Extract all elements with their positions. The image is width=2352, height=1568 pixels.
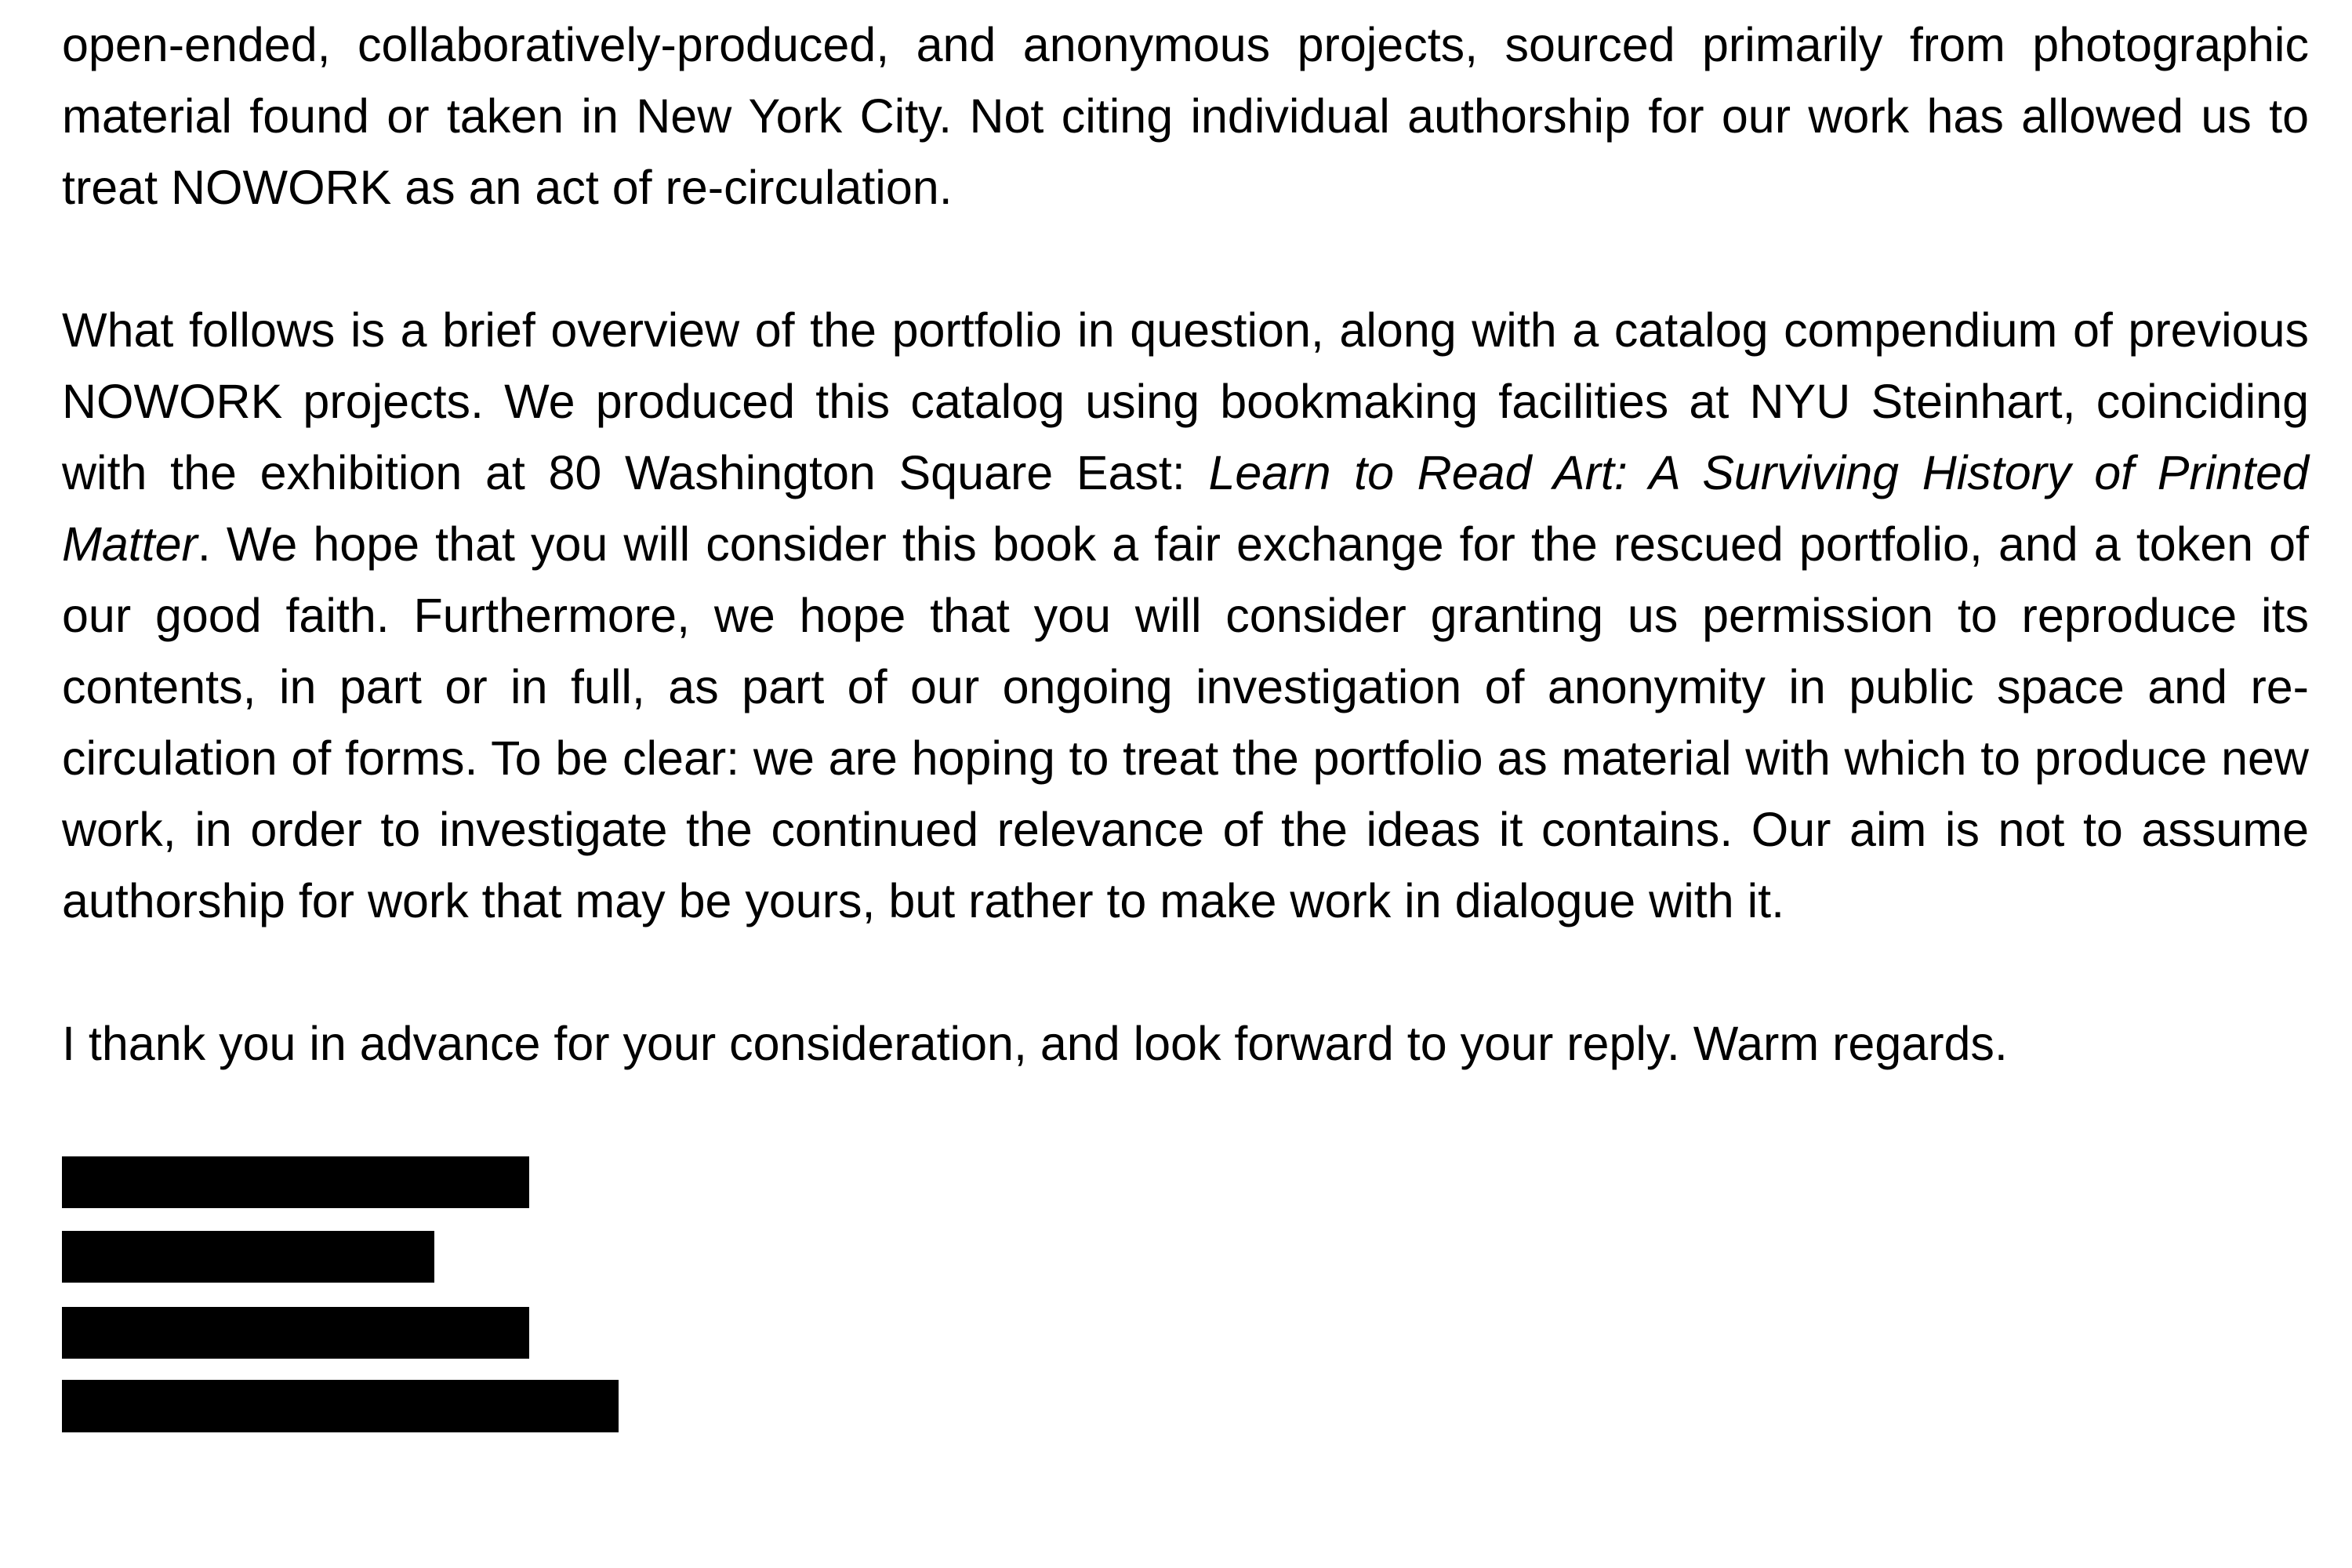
redaction-bar [62,1380,619,1432]
redaction-bar [62,1156,529,1208]
paragraph-overview [62,295,2309,937]
redaction-bar [62,1231,434,1283]
paragraph-overview-text-b: . We hope that you will consider this book a fair exchange for the rescued portfolio, and a token of our good faith. Furthermore, we hope that you will consider granting us permission to reproduce its contents, in part or in full, as part of our ongoing investigation of anonymity in public space and re-circulation of forms. To be clear: we are hoping to treat the portfolio as material with which to produce new work, in order to investigate the continued relevance of the ideas it contains. Our aim is not to assume authorship for work that may be yours, but rather to make work in dialogue with it. [62,517,2309,927]
paragraph-closing: I thank you in advance for your consideration, and look forward to your reply. Warm regards. [62,1017,2008,1070]
redaction-bar [62,1307,529,1359]
exhibition-title: Learn to Read Art: A Surviving History of Printed Matter [62,446,2309,571]
paragraph-intro: open-ended, collaboratively-produced, and anonymous projects, sourced primarily from photographic material found or taken in New York City. Not citing individual authorship for our work has allowed us to treat NOWORK as an act of re-circulation. [62,18,2309,214]
paragraph-overview-text-a: What follows is a brief overview of the portfolio in question, along with a catalog compendium of previous NOWORK projects. We produced this catalog using bookmaking facilities at NYU Steinhart, coinciding with the exhibition at 80 Washington Square East: [62,303,2309,499]
